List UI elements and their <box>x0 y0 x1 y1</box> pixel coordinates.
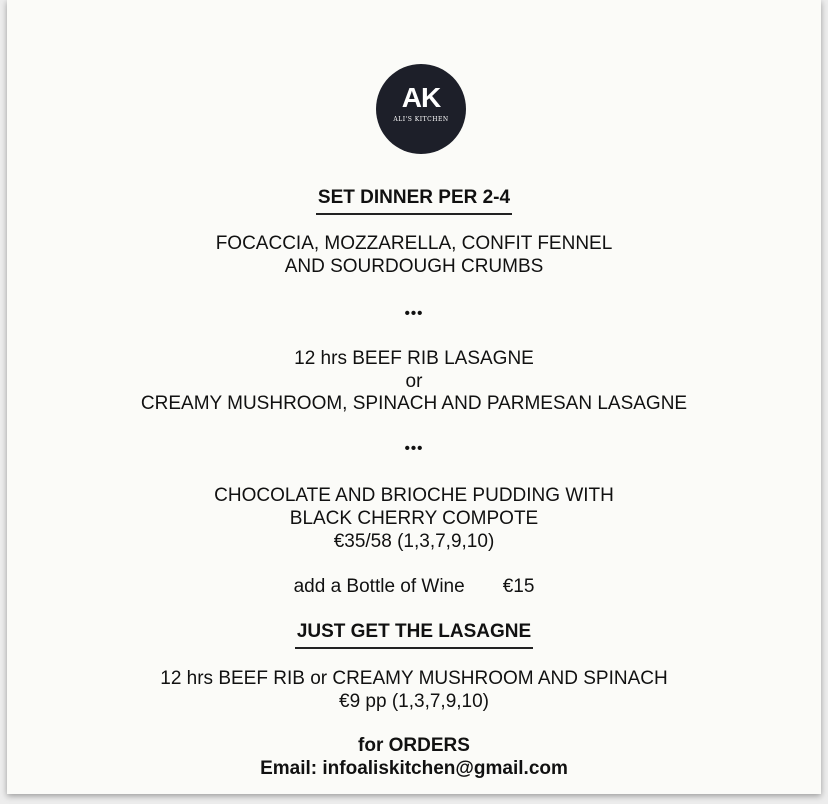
dessert-line-1: CHOCOLATE AND BRIOCHE PUDDING WITH <box>214 485 614 506</box>
main-option-2: CREAMY MUSHROOM, SPINACH AND PARMESAN LASAGNE <box>140 393 688 414</box>
starter-line-2: AND SOURDOUGH CRUMBS <box>284 256 544 277</box>
wine-row <box>7 575 821 598</box>
lasagne-options: 12 hrs BEEF RIB or CREAMY MUSHROOM AND SPINACH <box>160 668 668 689</box>
lasagne-price: €9 pp (1,3,7,9,10) <box>339 691 489 712</box>
separator-2: ••• <box>404 440 424 457</box>
set-dinner-heading-row <box>7 186 821 215</box>
lasagne-heading: JUST GET THE LASAGNE <box>295 620 533 649</box>
logo-subtitle: ALI'S KITCHEN <box>393 116 449 123</box>
main-or: or <box>405 371 423 392</box>
orders-email: Email: infoaliskitchen@gmail.com <box>260 758 568 779</box>
starter-line-1: FOCACCIA, MOZZARELLA, CONFIT FENNEL <box>215 233 613 254</box>
wine-label: add a Bottle of Wine <box>293 576 465 597</box>
set-dinner-heading: SET DINNER PER 2-4 <box>316 186 512 215</box>
alis-kitchen-logo <box>376 64 466 154</box>
orders-label: for ORDERS <box>358 735 470 756</box>
wine-price: €15 <box>502 576 535 597</box>
dessert-line-2: BLACK CHERRY COMPOTE <box>289 508 539 529</box>
main-option-1: 12 hrs BEEF RIB LASAGNE <box>294 348 534 369</box>
set-dinner-price: €35/58 (1,3,7,9,10) <box>333 531 495 552</box>
menu-page <box>7 0 821 794</box>
lasagne-heading-row <box>7 620 821 649</box>
logo-mark: AK <box>401 82 441 113</box>
separator-1: ••• <box>404 305 424 322</box>
